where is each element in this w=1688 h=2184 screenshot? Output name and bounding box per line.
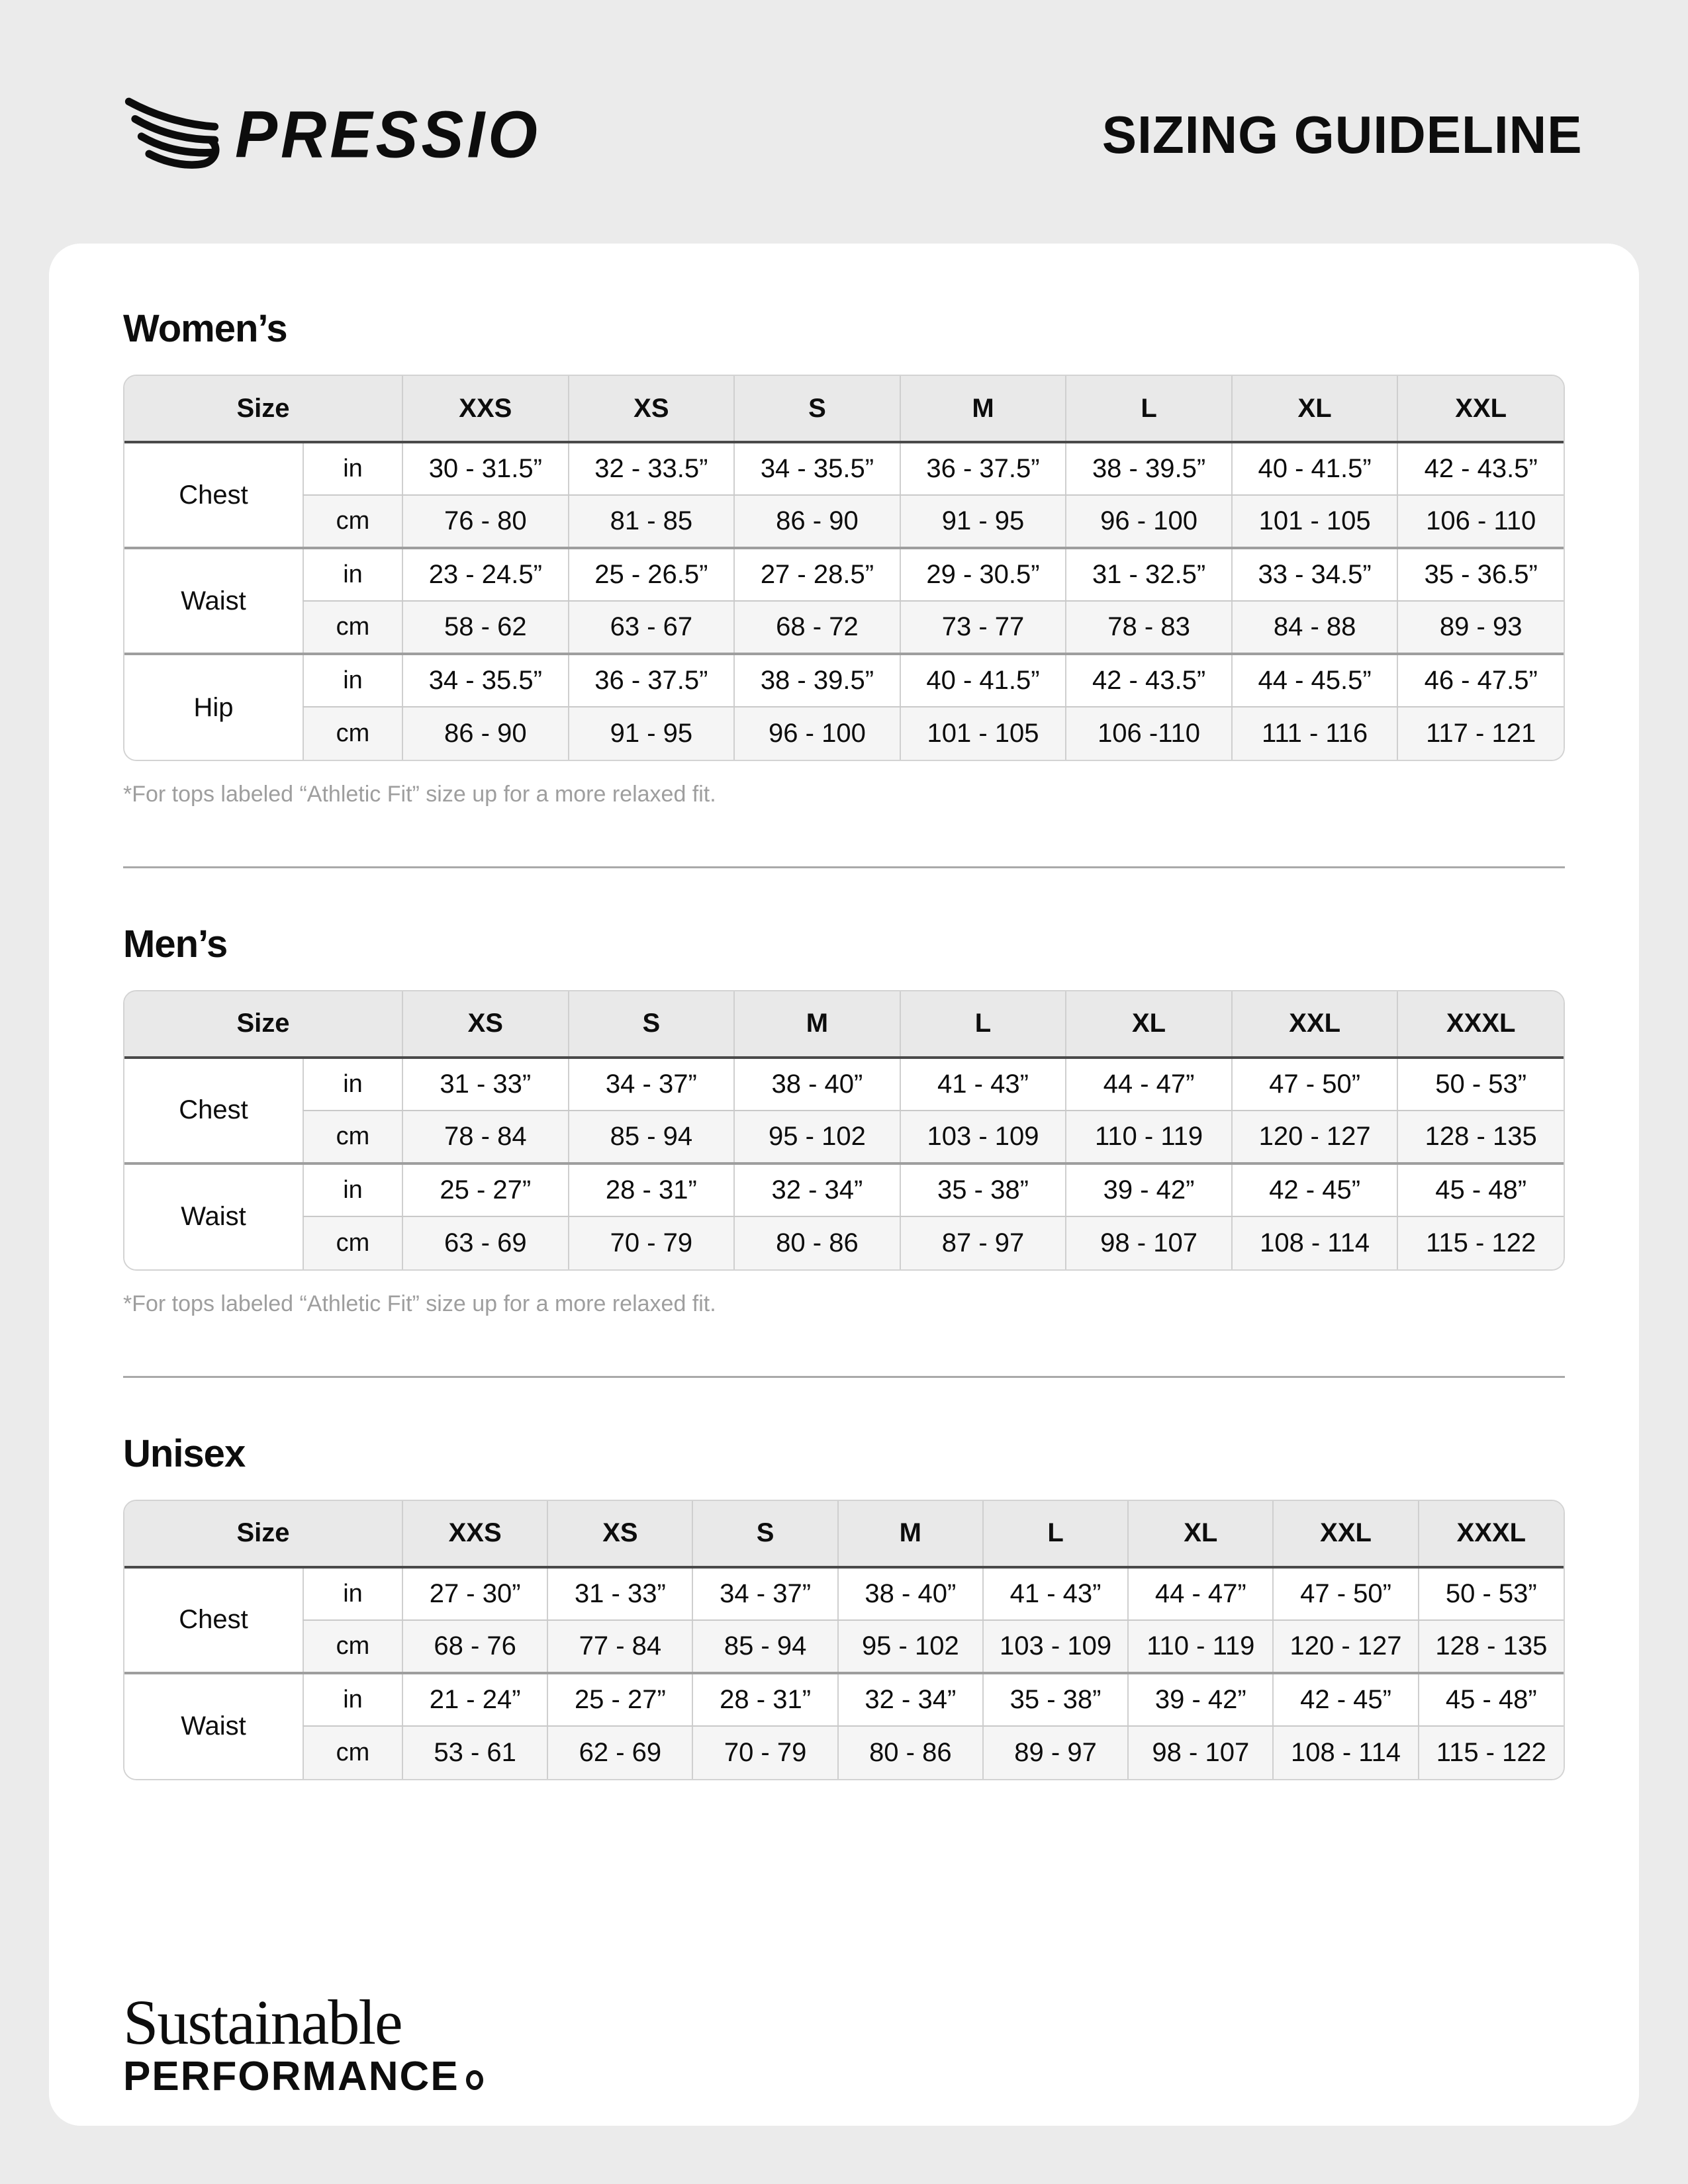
size-table [124,376,1564,760]
size-header-cell: XS [569,376,735,442]
size-header-cell: XS [402,991,569,1058]
footer-sustainable-text: Sustainable [123,1986,402,2058]
table-header-row [124,1501,1564,1567]
value-cell: 42 - 45” [1232,1163,1398,1216]
size-header-cell: XXXL [1397,991,1564,1058]
value-cell: 78 - 84 [402,1111,569,1163]
value-cell: 128 - 135 [1419,1620,1564,1673]
value-cell: 76 - 80 [402,495,569,548]
size-header-cell: XXS [402,1501,547,1567]
size-header-cell: XXS [402,376,569,442]
table-row [124,1216,1564,1269]
value-cell: 42 - 43.5” [1066,654,1232,707]
value-cell: 32 - 34” [838,1673,983,1726]
value-cell: 89 - 97 [983,1726,1128,1779]
value-cell: 33 - 34.5” [1232,548,1398,601]
value-cell: 85 - 94 [569,1111,735,1163]
unit-cell: cm [303,495,402,548]
unit-cell: in [303,1058,402,1111]
value-cell: 34 - 35.5” [734,442,900,495]
table-row [124,1163,1564,1216]
value-cell: 38 - 39.5” [734,654,900,707]
size-header-cell: S [569,991,735,1058]
footer-performance-label: PERFORMANCE [123,2053,459,2099]
value-cell: 68 - 76 [402,1620,547,1673]
value-cell: 35 - 38” [900,1163,1066,1216]
value-cell: 80 - 86 [838,1726,983,1779]
value-cell: 62 - 69 [547,1726,692,1779]
value-cell: 87 - 97 [900,1216,1066,1269]
value-cell: 115 - 122 [1397,1216,1564,1269]
value-cell: 34 - 37” [692,1567,837,1620]
size-table-wrap [123,1500,1565,1780]
size-column-header: Size [124,991,402,1058]
value-cell: 106 -110 [1066,707,1232,760]
table-header-row [124,991,1564,1058]
unit-cell: in [303,1673,402,1726]
size-table [124,1501,1564,1779]
value-cell: 38 - 40” [734,1058,900,1111]
section-heading: Women’s [123,307,287,350]
size-header-cell: XXL [1273,1501,1418,1567]
size-table-wrap [123,990,1565,1271]
value-cell: 81 - 85 [569,495,735,548]
value-cell: 128 - 135 [1397,1111,1564,1163]
value-cell: 32 - 34” [734,1163,900,1216]
table-row [124,548,1564,601]
table-row [124,1620,1564,1673]
value-cell: 25 - 27” [402,1163,569,1216]
content-card [49,244,1639,2126]
value-cell: 108 - 114 [1273,1726,1418,1779]
table-header-row [124,376,1564,442]
athletic-fit-footnote: *For tops labeled “Athletic Fit” size up for a more relaxed fit. [123,782,716,807]
size-table [124,991,1564,1269]
value-cell: 50 - 53” [1397,1058,1564,1111]
value-cell: 36 - 37.5” [900,442,1066,495]
size-header-cell: L [1066,376,1232,442]
value-cell: 80 - 86 [734,1216,900,1269]
value-cell: 35 - 38” [983,1673,1128,1726]
value-cell: 30 - 31.5” [402,442,569,495]
value-cell: 96 - 100 [1066,495,1232,548]
size-header-cell: XXXL [1419,1501,1564,1567]
value-cell: 108 - 114 [1232,1216,1398,1269]
table-row [124,1726,1564,1779]
value-cell: 115 - 122 [1419,1726,1564,1779]
value-cell: 84 - 88 [1232,601,1398,654]
size-header-cell: XXL [1232,991,1398,1058]
unit-cell: cm [303,1216,402,1269]
table-row [124,707,1564,760]
size-header-cell: S [692,1501,837,1567]
athletic-fit-footnote: *For tops labeled “Athletic Fit” size up for a more relaxed fit. [123,1291,716,1316]
value-cell: 120 - 127 [1273,1620,1418,1673]
value-cell: 120 - 127 [1232,1111,1398,1163]
value-cell: 110 - 119 [1128,1620,1273,1673]
value-cell: 47 - 50” [1232,1058,1398,1111]
value-cell: 63 - 69 [402,1216,569,1269]
tables-host [123,244,1565,1780]
size-header-cell: L [900,991,1066,1058]
table-row [124,1673,1564,1726]
value-cell: 44 - 47” [1128,1567,1273,1620]
value-cell: 70 - 79 [569,1216,735,1269]
ring-icon [466,2070,483,2090]
value-cell: 98 - 107 [1128,1726,1273,1779]
footer-performance-text [123,2053,1565,2099]
value-cell: 58 - 62 [402,601,569,654]
measure-label: Chest [124,442,303,548]
size-header-cell: L [983,1501,1128,1567]
page-header [0,0,1688,244]
value-cell: 40 - 41.5” [900,654,1066,707]
value-cell: 95 - 102 [734,1111,900,1163]
table-row [124,1058,1564,1111]
section-heading: Unisex [123,1432,246,1475]
value-cell: 86 - 90 [734,495,900,548]
value-cell: 32 - 33.5” [569,442,735,495]
value-cell: 111 - 116 [1232,707,1398,760]
value-cell: 103 - 109 [983,1620,1128,1673]
footer-logo [123,1986,1565,2099]
value-cell: 28 - 31” [692,1673,837,1726]
table-row [124,495,1564,548]
size-header-cell: XL [1232,376,1398,442]
measure-label: Hip [124,654,303,760]
value-cell: 31 - 33” [402,1058,569,1111]
value-cell: 29 - 30.5” [900,548,1066,601]
value-cell: 53 - 61 [402,1726,547,1779]
size-header-cell: S [734,376,900,442]
value-cell: 103 - 109 [900,1111,1066,1163]
table-row [124,601,1564,654]
value-cell: 78 - 83 [1066,601,1232,654]
value-cell: 63 - 67 [569,601,735,654]
size-header-cell: XL [1066,991,1232,1058]
size-header-cell: M [900,376,1066,442]
value-cell: 73 - 77 [900,601,1066,654]
value-cell: 21 - 24” [402,1673,547,1726]
value-cell: 35 - 36.5” [1397,548,1564,601]
measure-label: Chest [124,1567,303,1673]
table-row [124,654,1564,707]
value-cell: 38 - 39.5” [1066,442,1232,495]
value-cell: 25 - 26.5” [569,548,735,601]
size-table-wrap [123,375,1565,761]
table-row [124,1111,1564,1163]
unit-cell: cm [303,1620,402,1673]
value-cell: 91 - 95 [900,495,1066,548]
value-cell: 110 - 119 [1066,1111,1232,1163]
unit-cell: in [303,1163,402,1216]
measure-label: Waist [124,1163,303,1269]
section-heading: Men’s [123,922,228,966]
unit-cell: in [303,548,402,601]
measure-label: Chest [124,1058,303,1163]
value-cell: 31 - 32.5” [1066,548,1232,601]
size-section [123,244,1565,868]
measure-label: Waist [124,548,303,654]
value-cell: 23 - 24.5” [402,548,569,601]
unit-cell: cm [303,601,402,654]
unit-cell: cm [303,707,402,760]
value-cell: 70 - 79 [692,1726,837,1779]
value-cell: 45 - 48” [1419,1673,1564,1726]
table-row [124,442,1564,495]
value-cell: 101 - 105 [1232,495,1398,548]
value-cell: 27 - 28.5” [734,548,900,601]
value-cell: 25 - 27” [547,1673,692,1726]
size-header-cell: M [838,1501,983,1567]
value-cell: 34 - 37” [569,1058,735,1111]
value-cell: 42 - 45” [1273,1673,1418,1726]
value-cell: 44 - 47” [1066,1058,1232,1111]
measure-label: Waist [124,1673,303,1779]
size-header-cell: XXL [1397,376,1564,442]
value-cell: 39 - 42” [1066,1163,1232,1216]
value-cell: 28 - 31” [569,1163,735,1216]
size-section [123,868,1565,1378]
value-cell: 85 - 94 [692,1620,837,1673]
value-cell: 31 - 33” [547,1567,692,1620]
value-cell: 42 - 43.5” [1397,442,1564,495]
value-cell: 77 - 84 [547,1620,692,1673]
value-cell: 36 - 37.5” [569,654,735,707]
size-header-cell: XS [547,1501,692,1567]
value-cell: 45 - 48” [1397,1163,1564,1216]
value-cell: 95 - 102 [838,1620,983,1673]
value-cell: 89 - 93 [1397,601,1564,654]
unit-cell: in [303,654,402,707]
value-cell: 39 - 42” [1128,1673,1273,1726]
page-title: SIZING GUIDELINE [1102,105,1582,164]
value-cell: 50 - 53” [1419,1567,1564,1620]
table-row [124,1567,1564,1620]
value-cell: 91 - 95 [569,707,735,760]
value-cell: 27 - 30” [402,1567,547,1620]
value-cell: 98 - 107 [1066,1216,1232,1269]
value-cell: 101 - 105 [900,707,1066,760]
value-cell: 34 - 35.5” [402,654,569,707]
size-column-header: Size [124,1501,402,1567]
value-cell: 46 - 47.5” [1397,654,1564,707]
unit-cell: cm [303,1726,402,1779]
value-cell: 38 - 40” [838,1567,983,1620]
value-cell: 41 - 43” [900,1058,1066,1111]
value-cell: 86 - 90 [402,707,569,760]
brand-logo [122,96,541,174]
value-cell: 47 - 50” [1273,1567,1418,1620]
value-cell: 44 - 45.5” [1232,654,1398,707]
value-cell: 40 - 41.5” [1232,442,1398,495]
unit-cell: in [303,442,402,495]
value-cell: 106 - 110 [1397,495,1564,548]
size-header-cell: XL [1128,1501,1273,1567]
wing-icon [122,96,222,174]
size-section [123,1378,1565,1780]
value-cell: 68 - 72 [734,601,900,654]
value-cell: 41 - 43” [983,1567,1128,1620]
brand-name: PRESSIO [235,97,541,172]
size-column-header: Size [124,376,402,442]
unit-cell: in [303,1567,402,1620]
size-header-cell: M [734,991,900,1058]
value-cell: 96 - 100 [734,707,900,760]
unit-cell: cm [303,1111,402,1163]
value-cell: 117 - 121 [1397,707,1564,760]
